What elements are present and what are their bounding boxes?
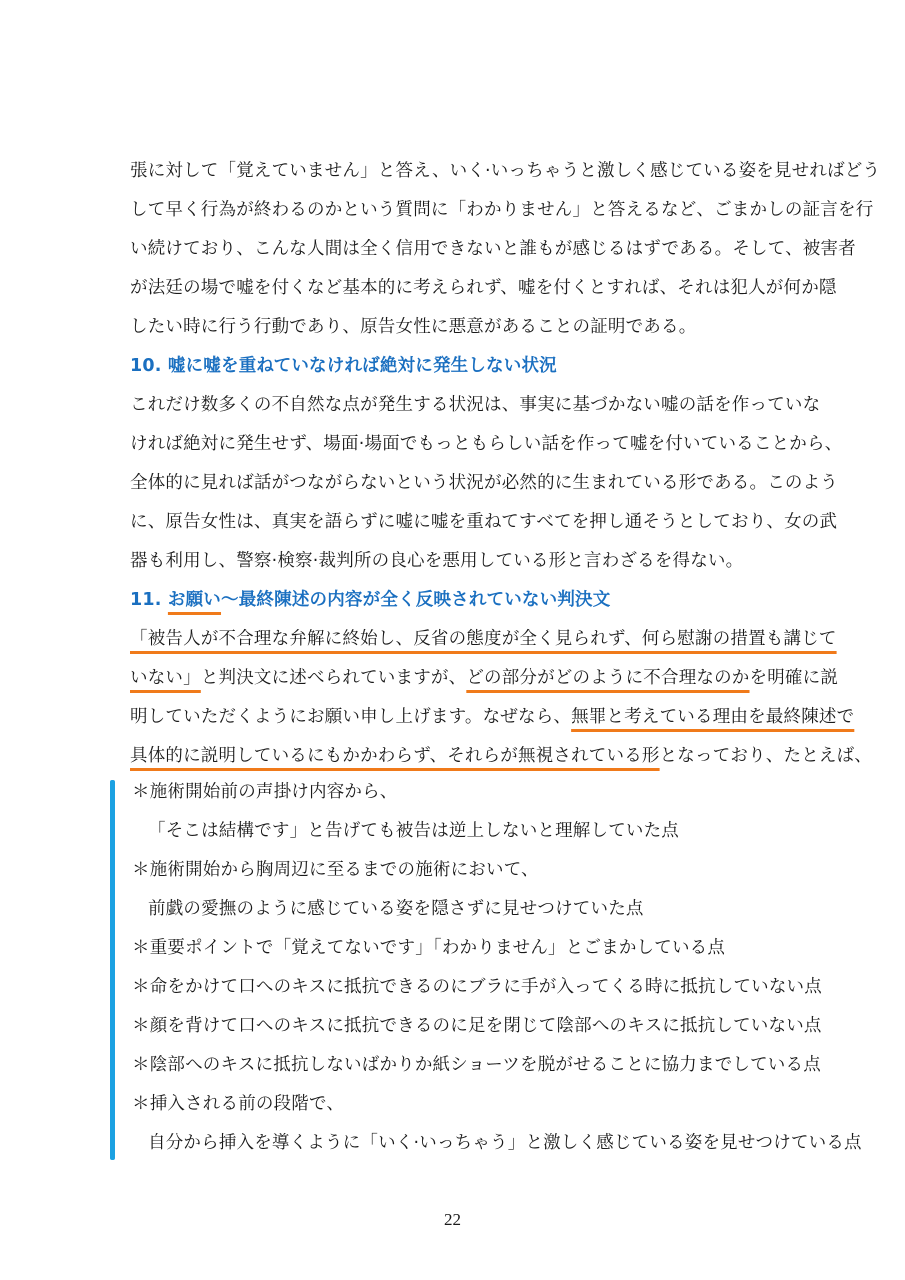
- paragraph-line: [130, 705, 854, 729]
- list-accent-bar: [110, 780, 115, 1160]
- underlined-text: 無罪と考えている理由を最終陳述で: [571, 707, 855, 727]
- paragraph-line: ければ絶対に発生せず、場面·場面でもっともらしい話を作って嘘を付いていることから、: [130, 434, 843, 454]
- paragraph-line: [130, 627, 837, 651]
- heading-number: 11.: [130, 590, 168, 610]
- paragraph-line: [130, 666, 838, 690]
- paragraph-line: に、原告女性は、真実を語らずに嘘に嘘を重ねてすべてを押し通そうとしており、女の武: [130, 512, 838, 532]
- section-heading: [130, 588, 610, 612]
- paragraph-line: 器も利用し、警察·検察·裁判所の良心を悪用している形と言わざるを得ない。: [130, 551, 744, 571]
- underlined-text: どの部分がどのように不合理なのか: [466, 668, 750, 688]
- paragraph-line: 全体的に見れば話がつながらないという状況が必然的に生まれている形である。このよう: [130, 473, 838, 493]
- list-item: ＊顔を背けて口へのキスに抵抗できるのに足を閉じて陰部へのキスに抵抗していない点: [132, 1016, 822, 1036]
- section-heading: 10. 嘘に嘘を重ねていなければ絶対に発生しない状況: [130, 356, 557, 376]
- list-item-continuation: 自分から挿入を導くように「いく·いっちゃう」と激しく感じている姿を見せつけている点: [148, 1133, 862, 1153]
- heading-text: ～最終陳述の内容が全く反映されていない判決文: [221, 590, 611, 610]
- list-item-continuation: 前戯の愛撫のように感じている姿を隠さずに見せつけていた点: [148, 899, 644, 919]
- underlined-text: 「被告人が不合理な弁解に終始し、反省の態度が全く見られず、何ら慰謝の措置も講じて: [130, 629, 837, 649]
- paragraph-line: これだけ数多くの不自然な点が発生する状況は、事実に基づかない嘘の話を作っていな: [130, 395, 821, 415]
- paragraph-line: が法廷の場で嘘を付くなど基本的に考えられず、嘘を付くとすれば、それは犯人が何か隠: [130, 278, 837, 298]
- paragraph-line: 張に対して「覚えていません」と答え、いく·いっちゃうと激しく感じている姿を見せればどう: [130, 161, 881, 181]
- plain-text: 明していただくようにお願い申し上げます。なぜなら、: [130, 707, 572, 727]
- page-number: 22: [444, 1210, 461, 1229]
- plain-text: と判決文に述べられていますが、: [200, 668, 467, 688]
- list-item: ＊命をかけて口へのキスに抵抗できるのにブラに手が入ってくる時に抵抗していない点: [132, 977, 822, 997]
- underlined-text: 具体的に説明しているにもかかわらず、それらが無視されている形: [130, 746, 660, 766]
- underlined-text: お願い: [167, 590, 222, 610]
- list-item: ＊陰部へのキスに抵抗しないばかりか紙ショーツを脱がせることに協力までしている点: [132, 1055, 821, 1075]
- list-item-continuation: 「そこは結構です」と告げても被告は逆上しないと理解していた点: [148, 821, 679, 841]
- list-item: ＊施術開始から胸周辺に至るまでの施術において、: [132, 860, 539, 880]
- paragraph-line: [130, 744, 872, 768]
- list-item: ＊重要ポイントで「覚えてないです」「わかりません」とごまかしている点: [132, 938, 726, 958]
- paragraph-line: い続けており、こんな人間は全く信用できないと誰もが感じるはずである。そして、被害者: [130, 239, 856, 259]
- paragraph-line: したい時に行う行動であり、原告女性に悪意があることの証明である。: [130, 317, 697, 337]
- paragraph-line: して早く行為が終わるのかという質問に「わかりません」と答えるなど、ごまかしの証言を行: [130, 200, 874, 220]
- list-item: ＊挿入される前の段階で、: [132, 1094, 345, 1114]
- plain-text: を明確に説: [749, 668, 839, 688]
- plain-text: となっており、たとえば、: [659, 746, 873, 766]
- list-item: ＊施術開始前の声掛け内容から、: [132, 782, 398, 802]
- underlined-text: いない」: [130, 668, 201, 688]
